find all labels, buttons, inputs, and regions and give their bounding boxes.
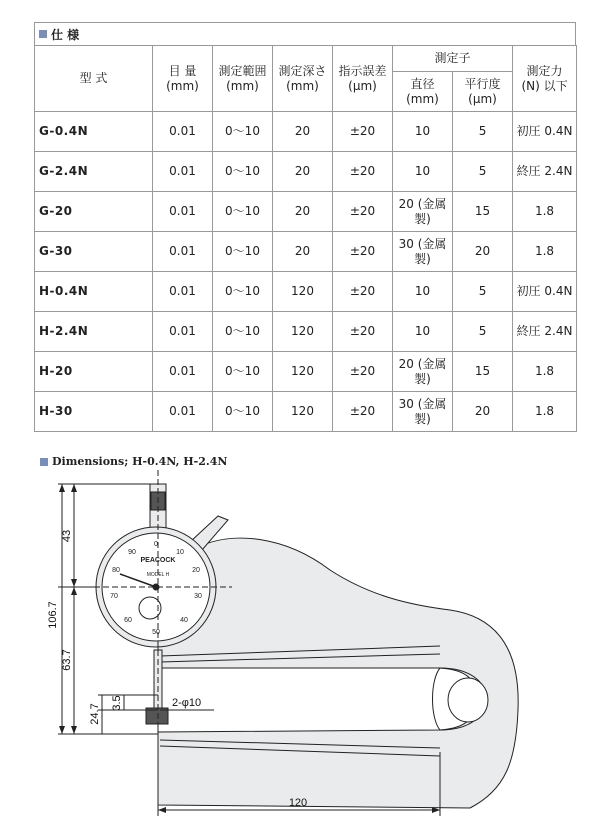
dim-anvil-label: 24.7 xyxy=(89,703,101,725)
cell-scale: 0.01 xyxy=(153,152,213,192)
cell-error: ±20 xyxy=(333,152,393,192)
spec-table-body xyxy=(35,112,577,432)
header-parallel xyxy=(453,72,513,112)
dial-num-60: 60 xyxy=(124,617,132,624)
dial-num-50: 50 xyxy=(152,629,160,636)
cell-parallel: 5 xyxy=(453,112,513,152)
cell-diameter: 20 (金属製) xyxy=(393,352,453,392)
dimensions-header xyxy=(40,455,227,468)
spec-row xyxy=(35,312,577,352)
cell-depth: 120 xyxy=(273,392,333,432)
header-diameter-unit: (mm) xyxy=(406,91,439,106)
cell-diameter: 20 (金属製) xyxy=(393,192,453,232)
spec-row xyxy=(35,352,577,392)
cell-depth: 120 xyxy=(273,272,333,312)
spec-row xyxy=(35,112,577,152)
cell-range: 0～10 xyxy=(213,312,273,352)
cell-model: H-2.4N xyxy=(35,312,153,352)
cell-model: H-20 xyxy=(35,352,153,392)
header-force-label: 測定力 xyxy=(526,63,563,78)
cell-parallel: 5 xyxy=(453,152,513,192)
cell-depth: 20 xyxy=(273,112,333,152)
dial-num-70: 70 xyxy=(110,593,118,600)
cell-force: 1.8 xyxy=(513,192,577,232)
cell-force: 1.8 xyxy=(513,232,577,272)
cell-model: H-0.4N xyxy=(35,272,153,312)
dial-num-80: 80 xyxy=(112,567,120,574)
cell-depth: 120 xyxy=(273,352,333,392)
cell-range: 0～10 xyxy=(213,392,273,432)
cell-scale: 0.01 xyxy=(153,352,213,392)
dim-top-label: 43 xyxy=(61,529,73,543)
header-range-unit: (mm) xyxy=(226,78,259,93)
cell-error: ±20 xyxy=(333,112,393,152)
spec-row xyxy=(35,272,577,312)
cell-parallel: 5 xyxy=(453,312,513,352)
spec-table xyxy=(34,45,577,432)
cell-scale: 0.01 xyxy=(153,272,213,312)
header-parallel-unit: (μm) xyxy=(468,91,497,106)
header-model: 型 式 xyxy=(35,46,153,112)
dial-num-20: 20 xyxy=(192,567,200,574)
spec-section xyxy=(34,22,576,432)
header-diameter xyxy=(393,72,453,112)
cell-diameter: 10 xyxy=(393,272,453,312)
cell-model: G-20 xyxy=(35,192,153,232)
cell-range: 0～10 xyxy=(213,352,273,392)
header-scale-unit: (mm) xyxy=(166,78,199,93)
cell-error: ±20 xyxy=(333,312,393,352)
section-marker-icon xyxy=(39,30,47,38)
spec-row xyxy=(35,152,577,192)
cell-model: H-30 xyxy=(35,392,153,432)
cell-error: ±20 xyxy=(333,392,393,432)
cell-depth: 20 xyxy=(273,232,333,272)
header-scale-label: 目 量 xyxy=(168,63,197,78)
cell-error: ±20 xyxy=(333,192,393,232)
cell-range: 0～10 xyxy=(213,192,273,232)
cell-scale: 0.01 xyxy=(153,312,213,352)
arrow-depth-l xyxy=(158,807,166,813)
arrow-top-bot xyxy=(71,579,77,587)
arrow-top-top xyxy=(71,484,77,492)
dial-num-40: 40 xyxy=(180,617,188,624)
arrow-lower-bot xyxy=(71,726,77,734)
dim-lower-label: 63.7 xyxy=(61,649,73,671)
spec-row xyxy=(35,192,577,232)
arrow-total-bot xyxy=(59,726,65,734)
dimensions-title: Dimensions; H-0.4N, H-2.4N xyxy=(52,455,228,468)
header-range xyxy=(213,46,273,112)
header-depth-label: 測定深さ xyxy=(278,63,327,78)
cell-error: ±20 xyxy=(333,232,393,272)
arrow-lower-top xyxy=(71,587,77,595)
cell-depth: 20 xyxy=(273,152,333,192)
cell-parallel: 15 xyxy=(453,352,513,392)
cell-diameter: 10 xyxy=(393,312,453,352)
dial-num-30: 30 xyxy=(194,593,202,600)
cell-error: ±20 xyxy=(333,272,393,312)
cell-force: 1.8 xyxy=(513,392,577,432)
spec-section-header xyxy=(34,22,576,45)
dial-brand: PEACOCK xyxy=(140,557,176,564)
header-scale xyxy=(153,46,213,112)
section-marker-icon xyxy=(40,458,48,466)
dim-contact-label: 2-φ10 xyxy=(172,697,202,709)
cell-force: 初圧 0.4N xyxy=(513,272,577,312)
header-parallel-label: 平行度 xyxy=(464,76,501,91)
cell-model: G-0.4N xyxy=(35,112,153,152)
cell-parallel: 5 xyxy=(453,272,513,312)
dial-num-90: 90 xyxy=(128,549,136,556)
header-depth-unit: (mm) xyxy=(286,78,319,93)
header-force xyxy=(513,46,577,112)
cell-diameter: 10 xyxy=(393,112,453,152)
header-error-unit: (μm) xyxy=(348,78,377,93)
header-error-label: 指示誤差 xyxy=(338,63,387,78)
header-range-label: 測定範囲 xyxy=(218,63,267,78)
cell-scale: 0.01 xyxy=(153,192,213,232)
cell-error: ±20 xyxy=(333,352,393,392)
cell-force: 初圧 0.4N xyxy=(513,112,577,152)
header-diameter-label: 直径 xyxy=(410,76,435,91)
cell-scale: 0.01 xyxy=(153,392,213,432)
cell-diameter: 30 (金属製) xyxy=(393,392,453,432)
header-depth xyxy=(273,46,333,112)
spec-row xyxy=(35,392,577,432)
dim-total-label: 106.7 xyxy=(47,601,59,629)
spec-row xyxy=(35,232,577,272)
frame-hole xyxy=(448,678,488,722)
dial-model: MODEL H xyxy=(146,572,170,578)
cell-force: 1.8 xyxy=(513,352,577,392)
cell-range: 0～10 xyxy=(213,272,273,312)
cell-parallel: 20 xyxy=(453,232,513,272)
cell-range: 0～10 xyxy=(213,152,273,192)
cell-parallel: 20 xyxy=(453,392,513,432)
cell-model: G-30 xyxy=(35,232,153,272)
dial-num-10: 10 xyxy=(176,549,184,556)
cell-diameter: 10 xyxy=(393,152,453,192)
dim-offset-label: 3.5 xyxy=(111,695,123,711)
cell-diameter: 30 (金属製) xyxy=(393,232,453,272)
cell-parallel: 15 xyxy=(453,192,513,232)
dimension-drawing xyxy=(0,470,612,834)
cell-scale: 0.01 xyxy=(153,112,213,152)
cell-model: G-2.4N xyxy=(35,152,153,192)
cell-force: 終圧 2.4N xyxy=(513,312,577,352)
cell-scale: 0.01 xyxy=(153,232,213,272)
header-force-unit: (N) 以下 xyxy=(521,78,568,93)
cell-range: 0～10 xyxy=(213,232,273,272)
cell-range: 0～10 xyxy=(213,112,273,152)
cell-force: 終圧 2.4N xyxy=(513,152,577,192)
cell-depth: 120 xyxy=(273,312,333,352)
spec-section-title: 仕 様 xyxy=(51,27,80,42)
dim-depth-label: 120 xyxy=(288,797,308,809)
dial-num-0: 0 xyxy=(154,541,158,548)
cell-depth: 20 xyxy=(273,192,333,232)
header-contact: 測定子 xyxy=(393,46,513,72)
arrow-total-top xyxy=(59,484,65,492)
header-error xyxy=(333,46,393,112)
